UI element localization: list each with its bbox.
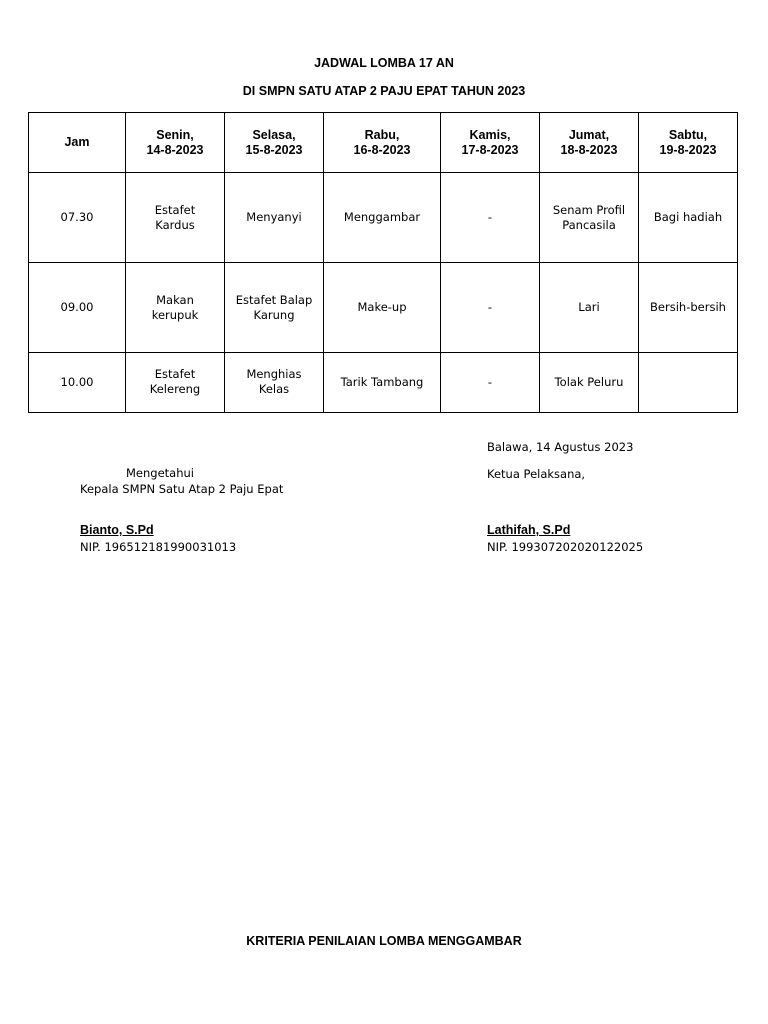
cell-time: 07.30 [29,173,126,263]
committee-chair-name: Lathifah, S.Pd [487,523,571,537]
table-cell: - [441,352,540,412]
header-selasa: Selasa, 15-8-2023 [225,113,324,173]
principal-nip: NIP. 196512181990031013 [80,540,237,554]
cell-time: 09.00 [29,263,126,352]
table-row [29,352,738,412]
table-cell: Estafet Balap Karung [225,263,324,352]
cell-time: 10.00 [29,352,126,412]
header-jumat: Jumat, 18-8-2023 [540,113,639,173]
header-rabu: Rabu, 16-8-2023 [324,113,441,173]
table-cell: Tolak Peluru [540,352,639,412]
table-cell: Bersih-bersih [639,263,738,352]
place-date: Balawa, 14 Agustus 2023 [487,440,634,454]
table-cell: Make-up [324,263,441,352]
header-senin: Senin, 14-8-2023 [126,113,225,173]
table-cell [639,352,738,412]
table-row [29,263,738,352]
header-sabtu: Sabtu, 19-8-2023 [639,113,738,173]
committee-role: Ketua Pelaksana, [487,467,586,481]
acknowledge-heading: Mengetahui [126,466,194,480]
table-cell: - [441,173,540,263]
table-cell: Tarik Tambang [324,352,441,412]
table-cell: Lari [540,263,639,352]
table-cell: Estafet Kardus [126,173,225,263]
document-subtitle: DI SMPN SATU ATAP 2 PAJU EPAT TAHUN 2023 [242,84,526,98]
table-header-row [29,113,738,173]
principal-role: Kepala SMPN Satu Atap 2 Paju Epat [80,482,284,496]
table-row [29,173,738,263]
committee-chair-nip: NIP. 199307202020122025 [487,540,644,554]
table-cell: Bagi hadiah [639,173,738,263]
header-kamis: Kamis, 17-8-2023 [441,113,540,173]
table-cell: Senam Profil Pancasila [540,173,639,263]
table-cell: Menghias Kelas [225,352,324,412]
schedule-table [28,112,738,413]
table-cell: Menggambar [324,173,441,263]
header-jam: Jam [29,113,126,173]
table-cell: Estafet Kelereng [126,352,225,412]
table-cell: Makan kerupuk [126,263,225,352]
section-heading: KRITERIA PENILAIAN LOMBA MENGGAMBAR [246,934,522,948]
principal-name: Bianto, S.Pd [80,523,154,537]
table-cell: - [441,263,540,352]
table-cell: Menyanyi [225,173,324,263]
document-title: JADWAL LOMBA 17 AN [314,56,454,70]
